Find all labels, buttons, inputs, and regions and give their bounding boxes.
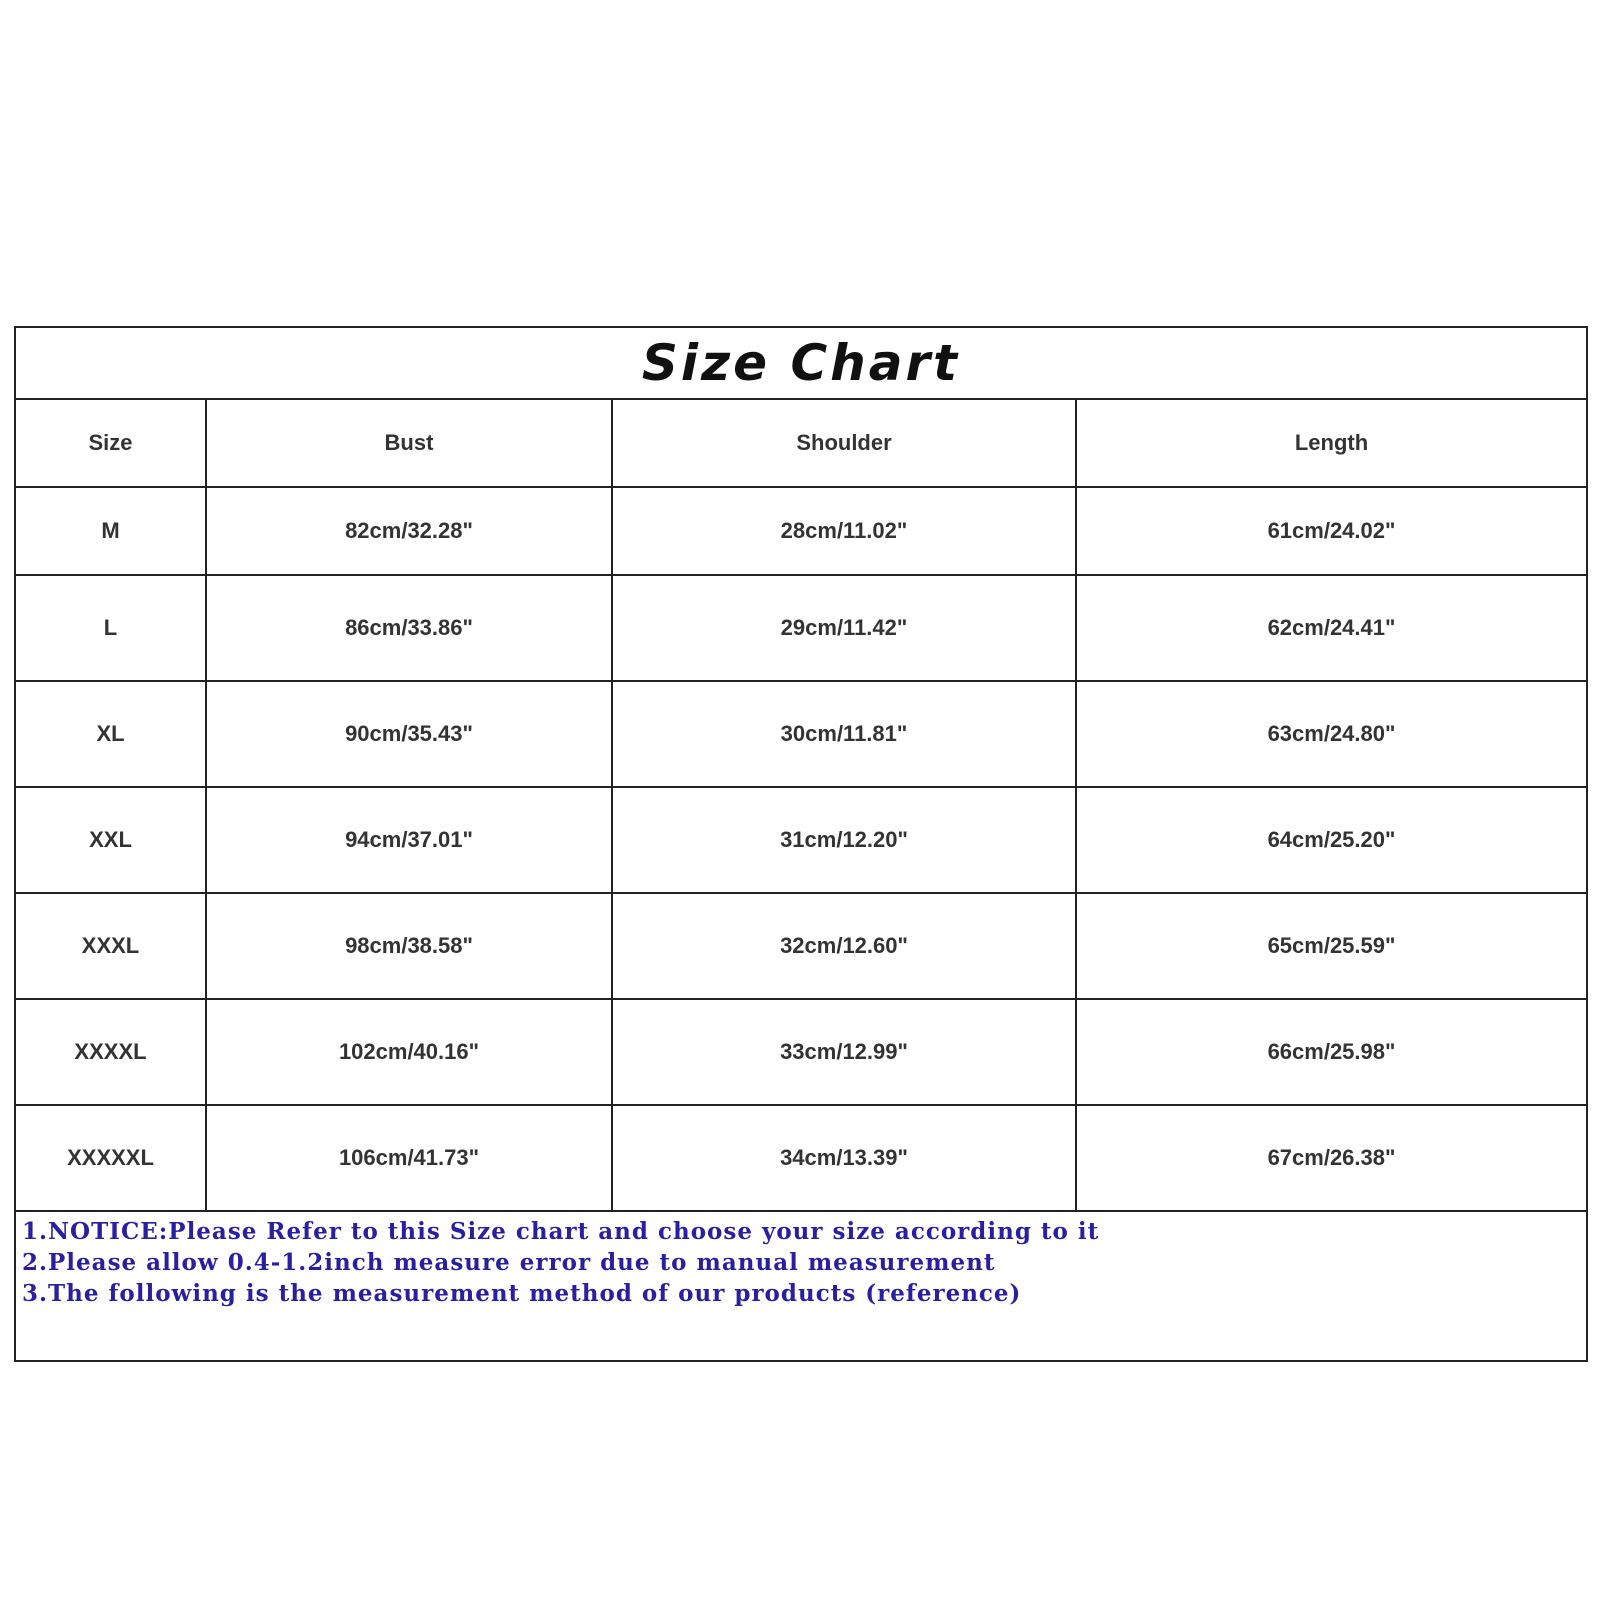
cell-size: XXXXL: [16, 999, 206, 1105]
cell-shoulder: 34cm/13.39": [612, 1105, 1076, 1211]
size-chart: [14, 326, 1588, 1362]
cell-shoulder: 31cm/12.20": [612, 787, 1076, 893]
cell-size: L: [16, 575, 206, 681]
table-row: [16, 681, 1586, 787]
cell-length: 67cm/26.38": [1076, 1105, 1586, 1211]
cell-shoulder: 32cm/12.60": [612, 893, 1076, 999]
header-shoulder: Shoulder: [612, 400, 1076, 487]
cell-size: XXL: [16, 787, 206, 893]
table-row: [16, 575, 1586, 681]
cell-size: XXXXXL: [16, 1105, 206, 1211]
header-length: Length: [1076, 400, 1586, 487]
cell-bust: 98cm/38.58": [206, 893, 612, 999]
cell-size: XXXL: [16, 893, 206, 999]
title-row: [16, 328, 1586, 400]
cell-length: 63cm/24.80": [1076, 681, 1586, 787]
cell-length: 64cm/25.20": [1076, 787, 1586, 893]
note-line: 2.Please allow 0.4-1.2inch measure error due to manual measurement: [22, 1249, 996, 1276]
cell-bust: 106cm/41.73": [206, 1105, 612, 1211]
cell-length: 66cm/25.98": [1076, 999, 1586, 1105]
table-row: [16, 999, 1586, 1105]
table-row: [16, 787, 1586, 893]
cell-length: 61cm/24.02": [1076, 487, 1586, 575]
cell-length: 65cm/25.59": [1076, 893, 1586, 999]
header-bust: Bust: [206, 400, 612, 487]
cell-shoulder: 30cm/11.81": [612, 681, 1076, 787]
cell-size: M: [16, 487, 206, 575]
cell-bust: 102cm/40.16": [206, 999, 612, 1105]
cell-shoulder: 33cm/12.99": [612, 999, 1076, 1105]
cell-bust: 86cm/33.86": [206, 575, 612, 681]
header-size: Size: [16, 400, 206, 487]
note-line: 1.NOTICE:Please Refer to this Size chart and choose your size according to it: [22, 1218, 1100, 1245]
cell-bust: 90cm/35.43": [206, 681, 612, 787]
note-line: 3.The following is the measurement method of our products (reference): [22, 1280, 1022, 1307]
table-header-row: [16, 400, 1586, 487]
cell-shoulder: 28cm/11.02": [612, 487, 1076, 575]
table-row: [16, 893, 1586, 999]
cell-length: 62cm/24.41": [1076, 575, 1586, 681]
table-row: [16, 1105, 1586, 1211]
cell-bust: 82cm/32.28": [206, 487, 612, 575]
cell-shoulder: 29cm/11.42": [612, 575, 1076, 681]
size-table: [16, 400, 1586, 1212]
notes-section: [22, 1216, 1580, 1309]
chart-title: Size Chart: [641, 334, 961, 392]
table-row: [16, 487, 1586, 575]
cell-bust: 94cm/37.01": [206, 787, 612, 893]
cell-size: XL: [16, 681, 206, 787]
